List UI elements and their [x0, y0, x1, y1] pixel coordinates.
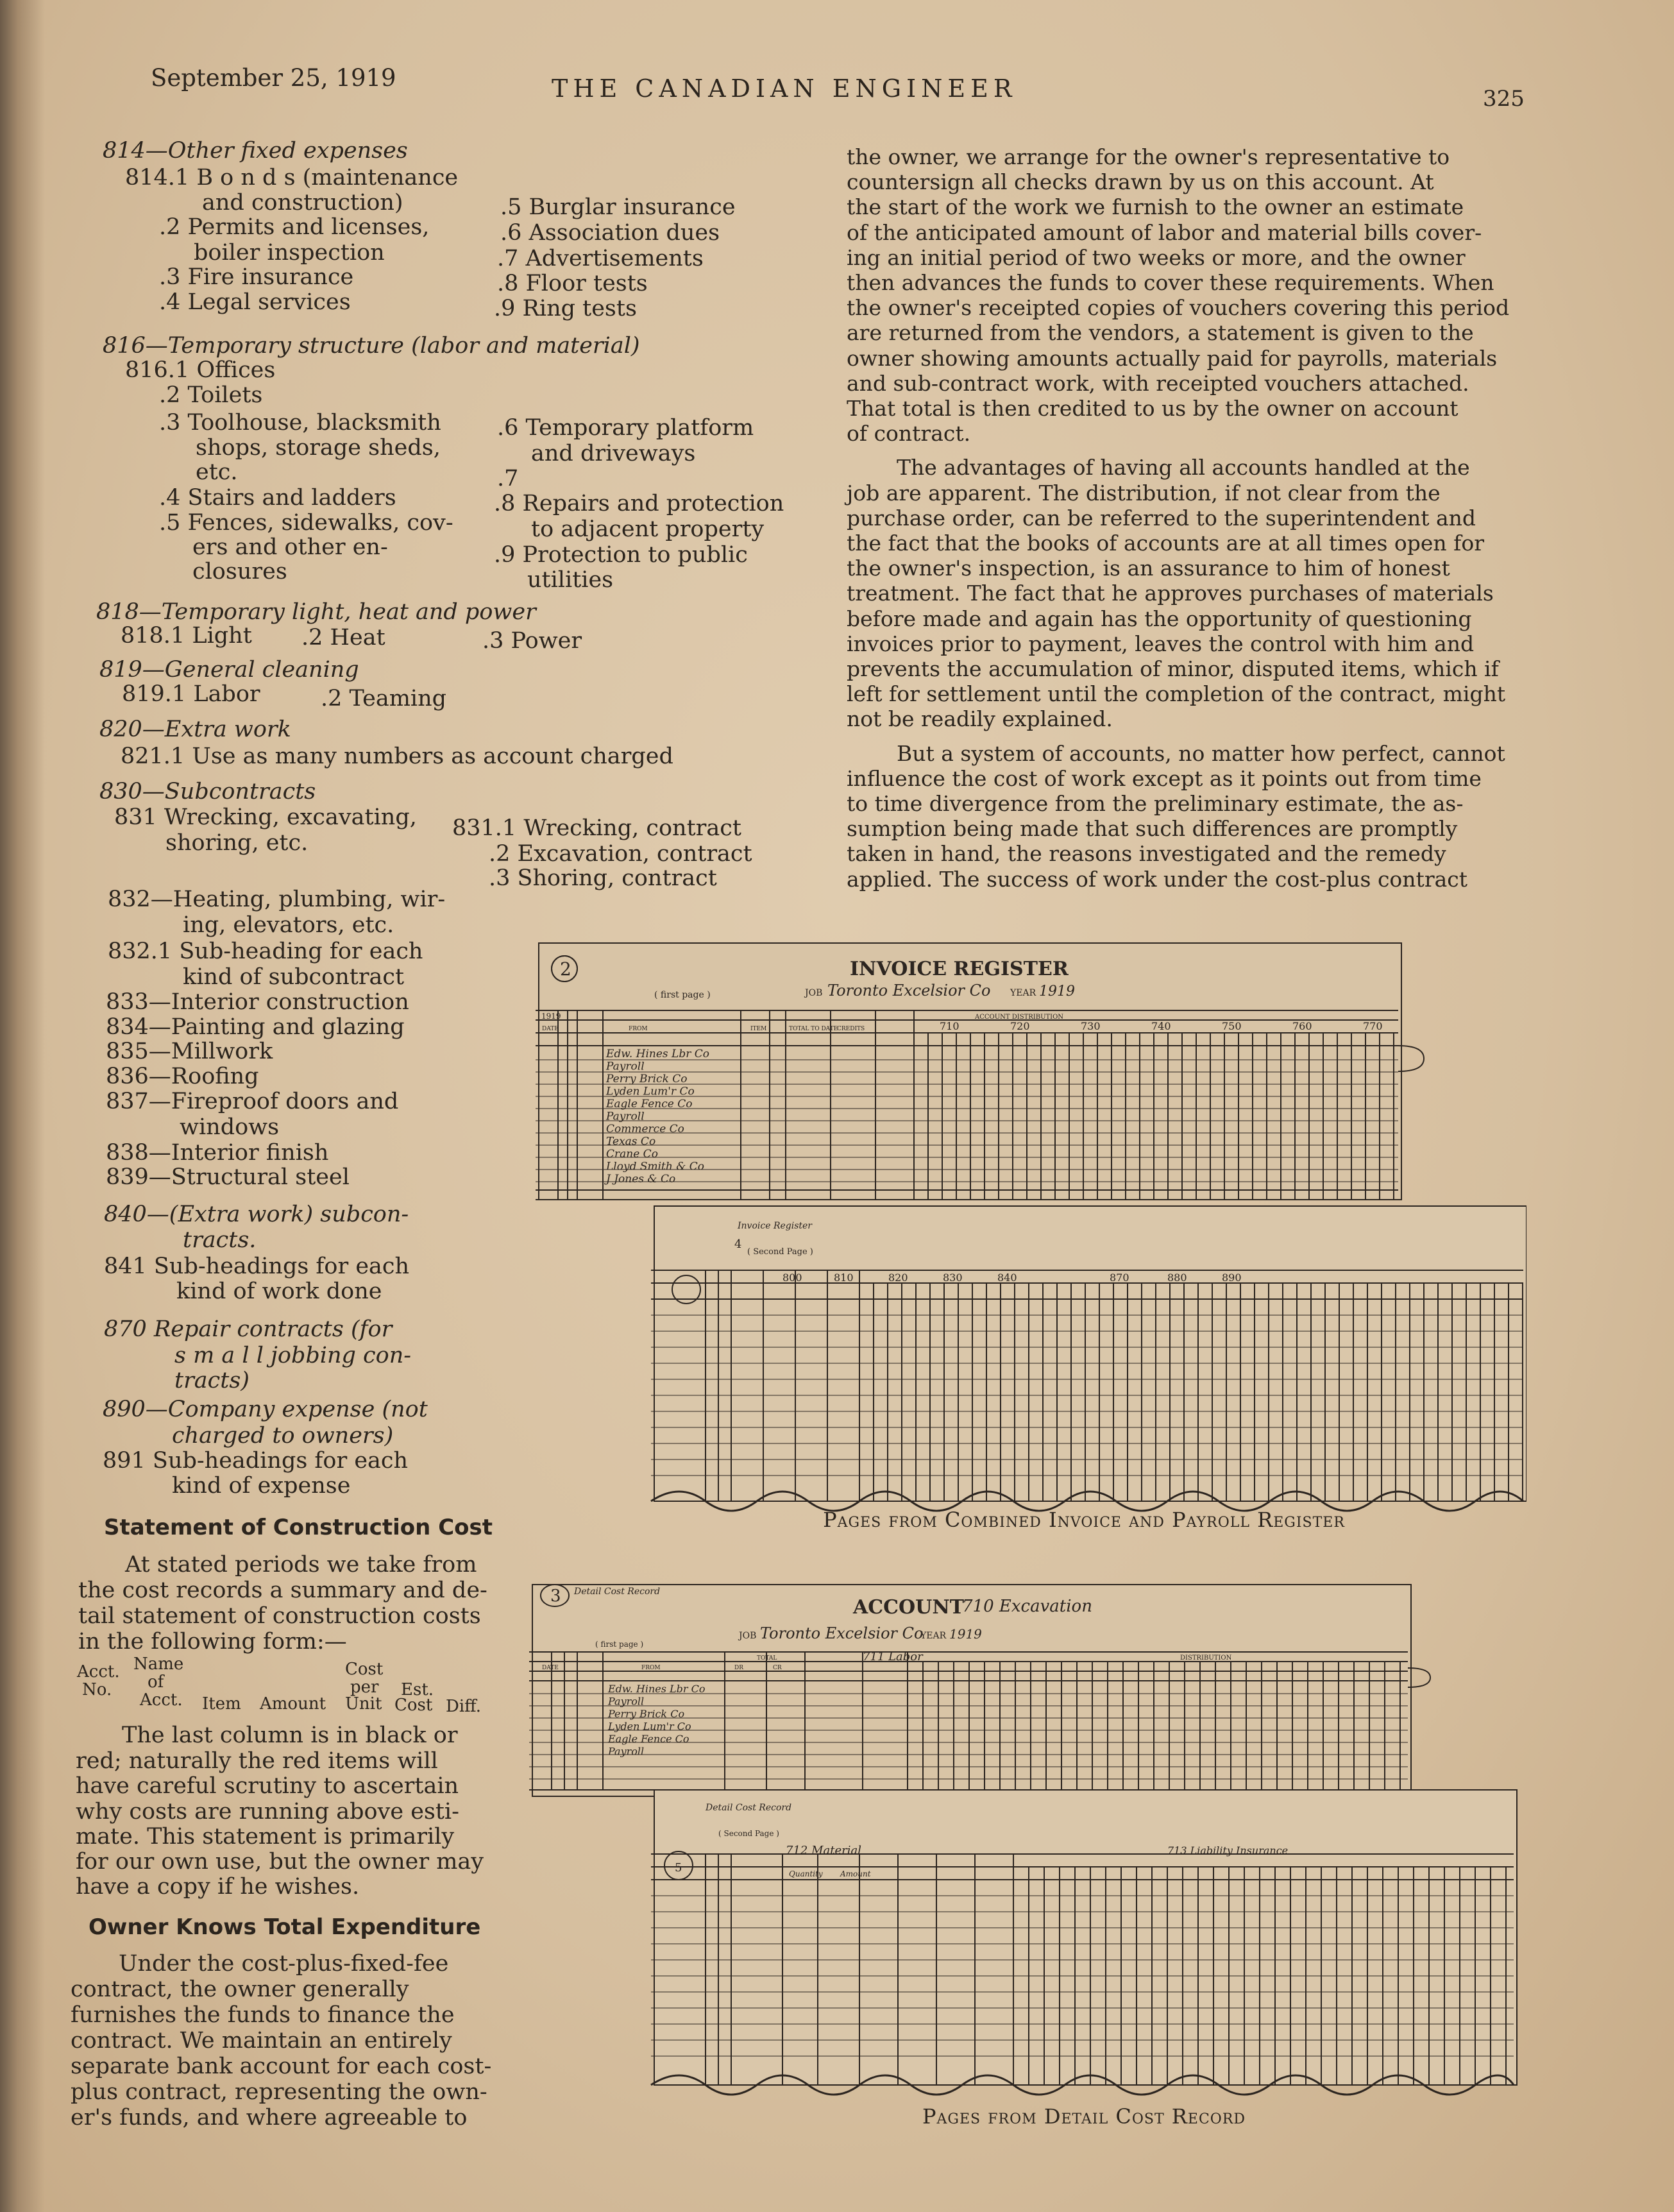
account-831-cont: shoring, etc.	[165, 830, 309, 856]
distribution-col-label: 870	[1110, 1272, 1129, 1284]
account-818-1: 818.1 Light	[121, 623, 252, 649]
owner-line-4: contract. We maintain an entirely	[71, 2028, 452, 2054]
account-836: 836—Roofing	[106, 1064, 259, 1089]
section-830-title: 830—Subcontracts	[99, 779, 316, 804]
right-para1-line: the start of the work we furnish to the owner an estimate	[847, 194, 1464, 220]
statement2-line-3: have careful scrutiny to ascertain	[76, 1773, 459, 1799]
right-para3-line: taken in hand, the reasons investigated and the remedy	[847, 841, 1446, 867]
right-para1-line: and sub-contract work, with receipted vouchers attached.	[847, 370, 1469, 396]
account-838: 838—Interior finish	[106, 1140, 329, 1166]
invoice-row-name: Edw. Hines Lbr Co	[606, 1048, 709, 1060]
account-891-cont: kind of expense	[172, 1473, 351, 1499]
invoice-register-caption: Pages from Combined Invoice and Payroll Register	[823, 1508, 1345, 1532]
cost-row-name: Edw. Hines Lbr Co	[608, 1683, 706, 1695]
invoice-col-date: DATE	[542, 1026, 559, 1032]
account-835: 835—Millwork	[106, 1039, 273, 1064]
detail-cost-record-drawing	[513, 1572, 1526, 2136]
detail-distribution: DISTRIBUTION	[1180, 1655, 1232, 1662]
right-para1-line: countersign all checks drawn by us on this account. At	[847, 169, 1434, 195]
detail-quantity: Quantity	[789, 1869, 823, 1878]
invoice-job-label: JOB	[805, 988, 823, 998]
right-para2-line: The advantages of having all accounts handled at the	[897, 455, 1470, 481]
detail-col-cr: CR	[773, 1665, 782, 1671]
statement2-line-5: mate. This statement is primarily	[76, 1824, 455, 1850]
right-column	[847, 144, 1539, 914]
detail-second-title: Detail Cost Record	[706, 1803, 792, 1813]
account-816-4: .4 Stairs and ladders	[159, 485, 396, 511]
account-831-1: 831.1 Wrecking, contract	[452, 815, 741, 841]
account-816-9: .9 Protection to public	[494, 542, 748, 568]
distribution-col-label: 800	[782, 1272, 802, 1284]
account-816-8: .8 Repairs and protection	[494, 491, 784, 516]
detail-col-dr: DR	[734, 1665, 743, 1671]
right-para1-line: are returned from the vendors, a statement is given to the	[847, 320, 1474, 346]
invoice-second-title: Invoice Register	[738, 1221, 812, 1231]
account-814-1: 814.1 B o n d s (maintenance	[125, 165, 459, 191]
statement-line-4: in the following form:—	[78, 1629, 347, 1655]
invoice-row-name: J Jones & Co	[606, 1173, 676, 1186]
account-840-cont: tracts.	[183, 1227, 257, 1253]
distribution-col-label: 760	[1292, 1020, 1312, 1032]
right-para2-line: invoices prior to payment, leaves the control with him and	[847, 631, 1475, 656]
form-col-acct: Acct.	[77, 1662, 120, 1681]
account-818-2: .2 Heat	[301, 625, 385, 651]
account-819-2: .2 Teaming	[321, 686, 447, 711]
account-832-cont: ing, elevators, etc.	[183, 912, 394, 938]
account-840: 840—(Extra work) subcon-	[104, 1202, 409, 1227]
distribution-col-label: 710	[940, 1020, 960, 1032]
account-837: 837—Fireproof doors and	[106, 1089, 399, 1114]
owner-line-6: plus contract, representing the own-	[71, 2079, 487, 2105]
account-841-cont: kind of work done	[176, 1279, 382, 1304]
account-814-2: .2 Permits and licenses,	[159, 214, 430, 240]
account-870: 870 Repair contracts (for	[104, 1316, 393, 1342]
form-col-unit: Unit	[345, 1694, 382, 1714]
right-para1-line: That total is then credited to us by the owner on account	[847, 396, 1458, 421]
section-820-title: 820—Extra work	[99, 717, 291, 742]
invoice-row-name: Crane Co	[606, 1148, 658, 1161]
invoice-year-cell: 1919	[541, 1012, 561, 1021]
statement2-line-1: The last column is in black or	[122, 1723, 458, 1748]
invoice-first-page: ( first page )	[654, 990, 711, 1000]
form-col-of: of	[148, 1672, 164, 1692]
account-834: 834—Painting and glazing	[106, 1014, 405, 1040]
account-814-7: .7 Advertisements	[497, 246, 704, 271]
right-para1-line: the owner's receipted copies of vouchers covering this period	[847, 295, 1510, 321]
right-para2-line: left for settlement until the completion of the contract, might	[847, 681, 1506, 707]
right-para1-line: of contract.	[847, 421, 971, 447]
figure-3-number: 3	[550, 1587, 561, 1606]
right-para2-line: prevents the accumulation of minor, disputed items, which if	[847, 656, 1499, 681]
section-818-title: 818—Temporary light, heat and power	[96, 599, 536, 625]
statement2-line-4: why costs are running above esti-	[76, 1799, 459, 1825]
account-890-cont: charged to owners)	[172, 1423, 394, 1449]
account-831-2: .2 Excavation, contract	[489, 841, 752, 867]
cost-row-name: Eagle Fence Co	[608, 1733, 689, 1745]
account-814-1-cont: and construction)	[202, 190, 403, 216]
distribution-col-label: 810	[834, 1272, 854, 1284]
figure-4-number: 4	[734, 1238, 742, 1251]
invoice-register-drawing	[513, 937, 1526, 1533]
form-col-no: No.	[82, 1680, 112, 1699]
invoice-col-total: TOTAL TO DATE	[789, 1026, 838, 1032]
account-816-5-cont2: closures	[192, 559, 287, 584]
distribution-col-label: 740	[1151, 1020, 1171, 1032]
account-816-5: .5 Fences, sidewalks, cov-	[159, 510, 453, 536]
account-891: 891 Sub-headings for each	[103, 1448, 409, 1474]
owner-line-5: separate bank account for each cost-	[71, 2054, 492, 2079]
account-870-cont: s m a l l jobbing con-	[174, 1343, 412, 1368]
owner-line-3: furnishes the funds to finance the	[71, 2002, 455, 2028]
distribution-col-label: 820	[888, 1272, 908, 1284]
right-para3-line: But a system of accounts, no matter how perfect, cannot	[897, 740, 1505, 766]
distribution-col-label: 840	[997, 1272, 1017, 1284]
invoice-register-figure	[513, 937, 1526, 1533]
detail-year-value: 1919	[949, 1626, 982, 1642]
form-col-est: Est.	[401, 1680, 434, 1699]
account-821-1: 821.1 Use as many numbers as account charged	[121, 744, 673, 769]
invoice-col-credits: CREDITS	[837, 1026, 865, 1032]
account-818-3: .3 Power	[482, 628, 582, 654]
right-para2-line: treatment. The fact that he approves purchases of materials	[847, 581, 1494, 606]
form-col-acct2: Acct.	[140, 1690, 183, 1710]
invoice-row-name: Perry Brick Co	[606, 1073, 688, 1085]
right-para2-line: the fact that the books of accounts are at all times open for	[847, 531, 1485, 556]
right-para2-line: before made and again has the opportunity of questioning	[847, 606, 1472, 631]
account-819-1: 819.1 Labor	[122, 681, 260, 707]
invoice-row-name: Eagle Fence Co	[606, 1098, 693, 1110]
figure-2-number: 2	[560, 958, 571, 980]
owner-line-1: Under the cost-plus-fixed-fee	[119, 1951, 449, 1977]
account-816-3-cont2: etc.	[196, 459, 238, 485]
account-816-3-cont: shops, storage sheds,	[196, 435, 441, 461]
distribution-col-label: 750	[1222, 1020, 1242, 1032]
account-839: 839—Structural steel	[106, 1164, 350, 1190]
account-831: 831 Wrecking, excavating,	[114, 804, 417, 830]
right-para3-line: influence the cost of work except as it points out from time	[847, 765, 1482, 791]
right-para2-line: purchase order, can be referred to the superintendent and	[847, 505, 1476, 531]
owner-line-7: er's funds, and where agreeable to	[71, 2105, 468, 2131]
account-814-2-cont: boiler inspection	[194, 240, 385, 266]
detail-col-date: DATE	[542, 1665, 559, 1671]
account-title: ACCOUNT	[853, 1596, 965, 1619]
right-para3-line: sumption being made that such differences are promptly	[847, 816, 1458, 842]
page-number: 325	[1483, 86, 1525, 112]
right-para1-line: owner showing amounts actually paid for payrolls, materials	[847, 345, 1498, 371]
account-816-7: .7	[497, 466, 519, 491]
invoice-year-label: YEAR	[1010, 988, 1036, 998]
detail-material: 712 Material	[786, 1844, 861, 1857]
account-832-1: 832.1 Sub-heading for each	[108, 939, 423, 964]
distribution-col-label: 720	[1010, 1020, 1030, 1032]
section-819-title: 819—General cleaning	[99, 657, 359, 683]
account-870-cont2: tracts)	[174, 1368, 249, 1393]
form-col-diff: Diff.	[446, 1697, 481, 1716]
distribution-col-label: 830	[943, 1272, 963, 1284]
account-816-5-cont: ers and other en-	[192, 534, 388, 560]
detail-second-page: ( Second Page )	[718, 1829, 779, 1838]
right-para1-line: of the anticipated amount of labor and material bills cover-	[847, 219, 1482, 245]
distribution-col-label: 770	[1363, 1020, 1383, 1032]
account-837-cont: windows	[180, 1114, 280, 1140]
right-para2-line: not be readily explained.	[847, 706, 1113, 732]
detail-col-from: FROM	[641, 1665, 661, 1671]
right-para2-line: the owner's inspection, is an assurance to him of honest	[847, 556, 1450, 581]
account-832: 832—Heating, plumbing, wir-	[108, 887, 446, 912]
form-col-amount: Amount	[260, 1694, 326, 1714]
statement-line-2: the cost records a summary and de-	[78, 1578, 487, 1603]
invoice-job-value: Toronto Excelsior Co	[827, 982, 991, 1000]
detail-amount: Amount	[840, 1869, 871, 1878]
account-816-1: 816.1 Offices	[125, 357, 276, 383]
right-para1-line: then advances the funds to cover these requirements. When	[847, 270, 1494, 295]
account-816-9-cont: utilities	[527, 567, 614, 593]
form-col-per: per	[350, 1678, 379, 1697]
detail-cost-record-figure	[513, 1572, 1526, 2136]
distribution-col-label: 890	[1222, 1272, 1242, 1284]
detail-first-page: ( first page )	[595, 1640, 644, 1649]
account-833: 833—Interior construction	[106, 989, 409, 1015]
cost-row-name: Payroll	[608, 1695, 645, 1708]
statement2-line-6: for our own use, but the owner may	[76, 1849, 484, 1875]
owner-line-2: contract, the owner generally	[71, 1977, 409, 2002]
account-814-9: .9 Ring tests	[494, 296, 637, 321]
right-para3-line: to time divergence from the preliminary estimate, the as-	[847, 791, 1464, 816]
account-816-6: .6 Temporary platform	[497, 415, 754, 441]
detail-job-label: JOB	[739, 1631, 757, 1641]
account-832-1-cont: kind of subcontract	[183, 964, 405, 990]
detail-cost-label: Detail Cost Record	[574, 1587, 661, 1597]
right-para2-line: job are apparent. The distribution, if not clear from the	[847, 480, 1441, 506]
invoice-year-value: 1919	[1039, 983, 1075, 1000]
owner-heading: Owner Knows Total Expenditure	[89, 1914, 481, 1940]
account-890: 890—Company expense (not	[103, 1397, 428, 1422]
invoice-row-name: Lyden Lum'r Co	[606, 1085, 695, 1098]
form-col-item: Item	[202, 1694, 241, 1714]
detail-cost-caption: Pages from Detail Cost Record	[922, 2104, 1246, 2129]
issue-date: September 25, 1919	[151, 64, 396, 92]
account-814-5: .5 Burglar insurance	[500, 194, 736, 220]
form-col-estcost: Cost	[394, 1696, 433, 1715]
account-816-3: .3 Toolhouse, blacksmith	[159, 410, 441, 436]
distribution-col-label: 880	[1167, 1272, 1187, 1284]
detail-year-label: YEAR	[920, 1631, 947, 1641]
detail-col-total: TOTAL	[757, 1655, 777, 1662]
form-col-name: Name	[133, 1655, 184, 1674]
account-831-3: .3 Shoring, contract	[489, 865, 717, 891]
invoice-row-name: Payroll	[606, 1060, 645, 1073]
section-816-title: 816—Temporary structure (labor and material)	[103, 333, 640, 359]
account-814-6: .6 Association dues	[500, 220, 720, 246]
invoice-register-title: INVOICE REGISTER	[850, 958, 1069, 980]
account-value: 710 Excavation	[962, 1597, 1092, 1616]
detail-job-value: Toronto Excelsior Co	[760, 1624, 924, 1642]
section-814-title: 814—Other fixed expenses	[103, 138, 408, 164]
right-para3-line: applied. The success of work under the cost-plus contract	[847, 866, 1468, 892]
invoice-col-item: ITEM	[750, 1026, 767, 1032]
statement-line-3: tail statement of construction costs	[78, 1603, 481, 1629]
account-816-6-cont: and driveways	[531, 441, 696, 466]
account-814-8: .8 Floor tests	[497, 271, 648, 296]
figure-5-number: 5	[675, 1861, 682, 1875]
cost-row-name: Perry Brick Co	[608, 1708, 685, 1720]
cost-row-name: Payroll	[608, 1745, 645, 1758]
cost-form-header	[71, 1655, 494, 1726]
statement2-line-2: red; naturally the red items will	[76, 1748, 438, 1774]
statement2-line-7: have a copy if he wishes.	[76, 1874, 360, 1900]
account-814-3: .3 Fire insurance	[159, 264, 354, 290]
form-col-cost: Cost	[345, 1660, 384, 1679]
cost-row-name: Lyden Lum'r Co	[608, 1720, 691, 1733]
invoice-account-distribution: ACCOUNT DISTRIBUTION	[975, 1014, 1064, 1021]
statement-heading: Statement of Construction Cost	[104, 1515, 493, 1540]
invoice-row-name: Payroll	[606, 1110, 645, 1123]
right-para1-line: ing an initial period of two weeks or more, and the owner	[847, 244, 1466, 270]
invoice-col-from: FROM	[629, 1026, 648, 1032]
distribution-col-label: 730	[1081, 1020, 1101, 1032]
invoice-second-page: ( Second Page )	[747, 1247, 813, 1257]
detail-liability: 713 Liability Insurance	[1167, 1844, 1289, 1857]
statement-line-1: At stated periods we take from	[125, 1552, 477, 1578]
account-841: 841 Sub-headings for each	[104, 1254, 410, 1279]
invoice-row-name: Texas Co	[606, 1135, 656, 1148]
account-814-4: .4 Legal services	[159, 289, 351, 315]
account-816-8-cont: to adjacent property	[531, 516, 765, 542]
invoice-row-name: Lloyd Smith & Co	[606, 1160, 705, 1173]
journal-title: THE CANADIAN ENGINEER	[552, 74, 1017, 103]
detail-labor: 711 Labor	[863, 1650, 923, 1663]
right-para1-line: the owner, we arrange for the owner's representative to	[847, 144, 1450, 169]
account-816-2: .2 Toilets	[159, 382, 263, 408]
invoice-row-name: Commerce Co	[606, 1123, 684, 1136]
